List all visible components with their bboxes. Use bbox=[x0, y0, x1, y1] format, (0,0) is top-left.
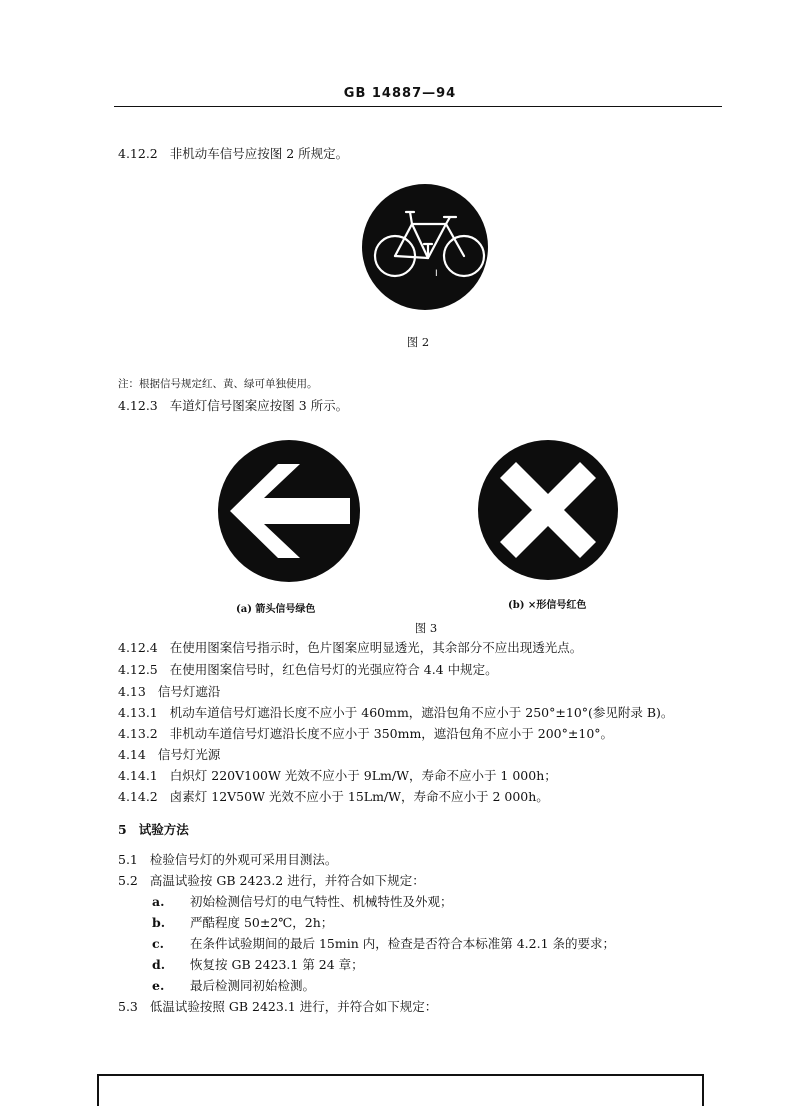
section-number: 5 bbox=[118, 822, 127, 837]
section-text: 机动车道信号灯遮沿长度不应小于 460mm，遮沿包角不应小于 250°±10°(参见附录 B)。 bbox=[169, 705, 674, 720]
section-4-14-1 bbox=[118, 768, 557, 784]
figure-3b-subcaption: (b) ×形信号红色 bbox=[508, 600, 587, 611]
list-text: 最后检测同初始检测。 bbox=[190, 978, 316, 993]
figure-2-caption: 图 2 bbox=[406, 335, 430, 349]
x-cross-signal-icon bbox=[478, 440, 618, 580]
section-text: 车道灯信号图案应按图 3 所示。 bbox=[169, 398, 349, 413]
section-4-13-2 bbox=[118, 726, 613, 742]
section-number: 5.2 bbox=[118, 873, 138, 888]
list-label: e. bbox=[152, 978, 165, 993]
bottom-frame-border bbox=[97, 1074, 704, 1106]
section-text: 卤素灯 12V50W 光效不应小于 15Lm/W，寿命不应小于 2 000h。 bbox=[169, 789, 549, 804]
section-text: 低温试验按照 GB 2423.1 进行，并符合如下规定： bbox=[149, 999, 438, 1014]
section-number: 4.13.1 bbox=[118, 705, 158, 720]
list-item-e bbox=[152, 978, 315, 994]
section-text: 非机动车信号应按图 2 所规定。 bbox=[169, 146, 349, 161]
section-number: 5.3 bbox=[118, 999, 138, 1014]
section-number: 5.1 bbox=[118, 852, 138, 867]
section-text: 试验方法 bbox=[138, 822, 189, 837]
section-text: 白炽灯 220V100W 光效不应小于 9Lm/W，寿命不应小于 1 000h； bbox=[169, 768, 557, 783]
section-5-1 bbox=[118, 852, 337, 868]
section-4-12-5 bbox=[118, 662, 498, 678]
list-item-a bbox=[152, 894, 453, 910]
section-text: 高温试验按 GB 2423.2 进行，并符合如下规定： bbox=[149, 873, 425, 888]
section-text: 在使用图案信号时，红色信号灯的光强应符合 4.4 中规定。 bbox=[169, 662, 498, 677]
section-number: 4.14.2 bbox=[118, 789, 158, 804]
section-number: 4.14.1 bbox=[118, 768, 158, 783]
section-4-14-2 bbox=[118, 789, 549, 805]
section-number: 4.12.2 bbox=[118, 146, 158, 161]
section-5-2 bbox=[118, 873, 425, 889]
list-item-d bbox=[152, 957, 364, 973]
section-text: 信号灯光源 bbox=[157, 747, 221, 762]
list-item-b bbox=[152, 915, 333, 931]
list-item-c bbox=[152, 936, 615, 952]
bicycle-signal-icon bbox=[362, 184, 488, 310]
left-arrow-signal-icon bbox=[218, 440, 360, 582]
list-text: 严酷程度 50±2℃，2h； bbox=[190, 915, 334, 930]
list-text: 恢复按 GB 2423.1 第 24 章； bbox=[190, 957, 364, 972]
section-4-14 bbox=[118, 747, 220, 763]
section-number: 4.13 bbox=[118, 684, 146, 699]
section-text: 信号灯遮沿 bbox=[157, 684, 221, 699]
section-text: 在使用图案信号指示时，色片图案应明显透光，其余部分不应出现透光点。 bbox=[169, 640, 583, 655]
figure-2-note: 注：根据信号规定红、黄、绿可单独使用。 bbox=[118, 378, 318, 390]
list-label: b. bbox=[152, 915, 166, 930]
document-header-title: GB 14887—94 bbox=[343, 86, 457, 101]
section-text: 非机动车道信号灯遮沿长度不应小于 350mm，遮沿包角不应小于 200°±10°。 bbox=[169, 726, 614, 741]
header-rule bbox=[114, 106, 722, 107]
section-5-heading bbox=[118, 822, 189, 838]
figure-3-caption: 图 3 bbox=[414, 621, 438, 635]
list-label: a. bbox=[152, 894, 165, 909]
list-text: 初始检测信号灯的电气特性、机械特性及外观； bbox=[190, 894, 453, 909]
section-4-12-3 bbox=[118, 398, 348, 414]
section-number: 4.12.3 bbox=[118, 398, 158, 413]
section-number: 4.12.4 bbox=[118, 640, 158, 655]
list-label: d. bbox=[152, 957, 166, 972]
section-text: 检验信号灯的外观可采用目测法。 bbox=[149, 852, 338, 867]
section-number: 4.12.5 bbox=[118, 662, 158, 677]
section-4-13 bbox=[118, 684, 220, 700]
section-4-13-1 bbox=[118, 705, 673, 721]
figure-3a-subcaption: (a) 箭头信号绿色 bbox=[236, 604, 316, 615]
svg-text:I: I bbox=[435, 269, 438, 279]
list-text: 在条件试验期间的最后 15min 内，检查是否符合本标准第 4.2.1 条的要求； bbox=[190, 936, 616, 951]
section-number: 4.13.2 bbox=[118, 726, 158, 741]
section-4-12-2 bbox=[118, 146, 348, 162]
section-number: 4.14 bbox=[118, 747, 146, 762]
section-5-3 bbox=[118, 999, 437, 1015]
list-label: c. bbox=[152, 936, 164, 951]
section-4-12-4 bbox=[118, 640, 582, 656]
